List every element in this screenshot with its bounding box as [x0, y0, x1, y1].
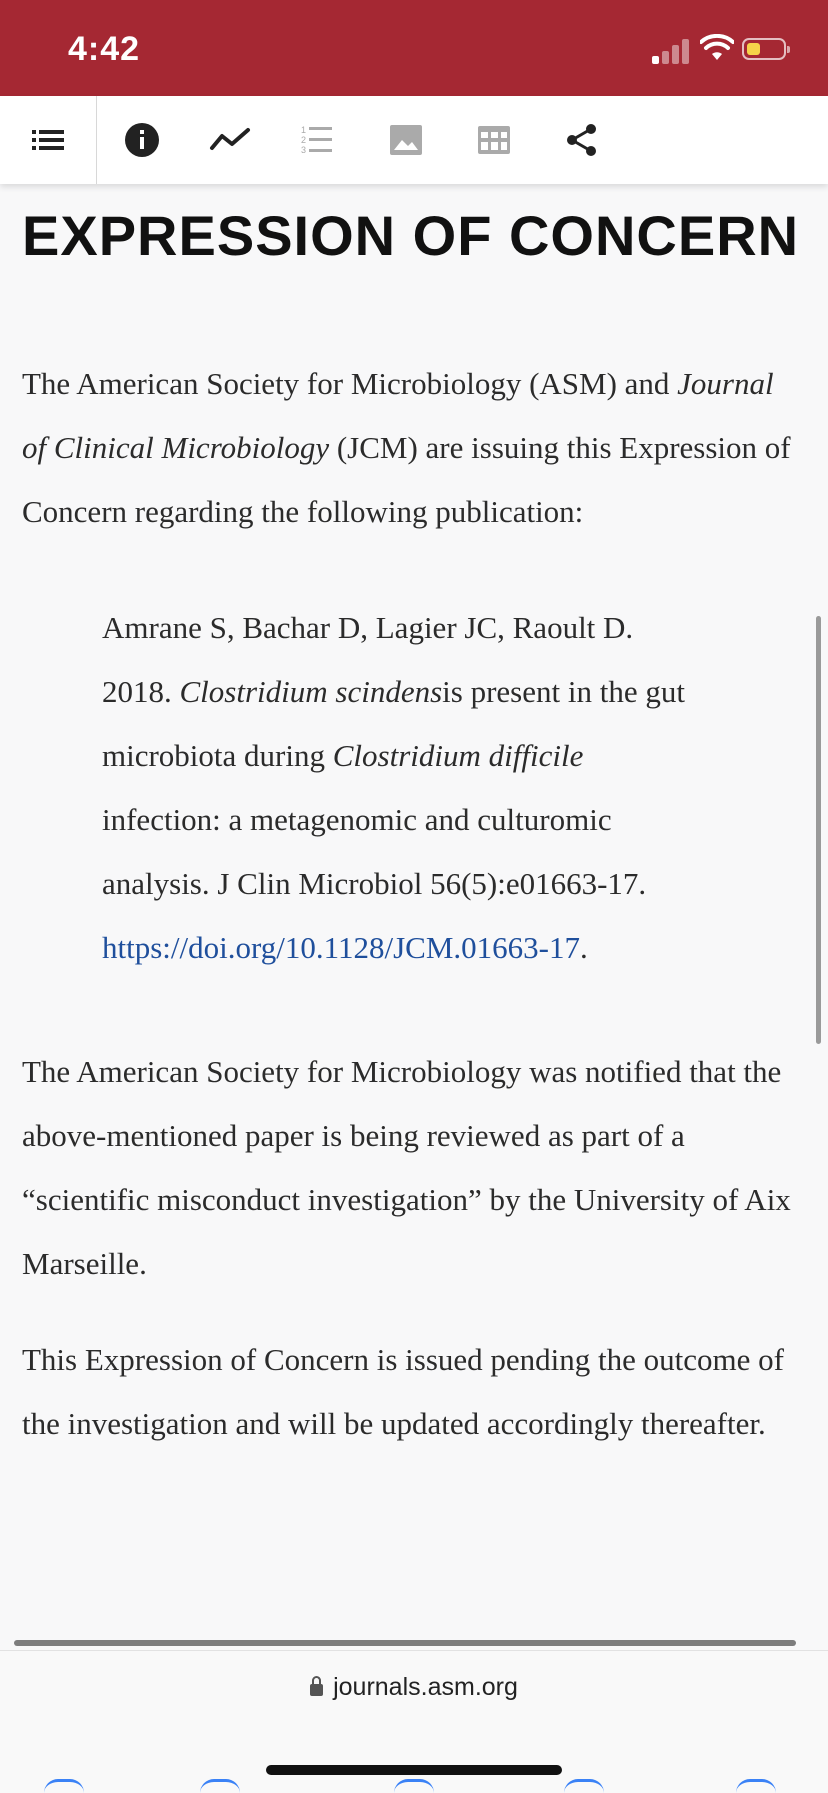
url-text: journals.asm.org	[333, 1673, 518, 1701]
citation-authors: Amrane S, Bachar D, Lagier JC, Raoult D. 2018.	[102, 610, 634, 709]
info-icon[interactable]	[118, 116, 166, 164]
share-button-icon[interactable]	[394, 1779, 434, 1793]
cellular-signal-icon	[652, 36, 692, 64]
doi-link[interactable]: https://doi.org/10.1128/JCM.01663-17	[102, 930, 580, 965]
pending-paragraph: This Expression of Concern is issued pending the outcome of the investigation and will be updated accordingly thereafter.	[22, 1342, 784, 1441]
back-button-icon[interactable]	[44, 1779, 84, 1793]
citation-block	[102, 596, 702, 980]
forward-button-icon[interactable]	[200, 1779, 240, 1793]
wifi-icon	[700, 34, 734, 62]
svg-text:3: 3	[301, 145, 307, 155]
status-time: 4:42	[68, 30, 141, 68]
citation-mid: is present in the gut microbiota during	[102, 674, 685, 773]
article-toolbar	[0, 96, 828, 184]
battery-icon	[742, 38, 786, 60]
article-heading: EXPRESSION OF CONCERN	[22, 204, 800, 267]
intro-text-1: The American Society for Microbiology (ASM) and	[22, 366, 678, 401]
svg-text:1: 1	[301, 125, 307, 135]
notification-paragraph: The American Society for Microbiology was notified that the above-mentioned paper is being reviewed as part of a “scientific misconduct investigation” by the University of Aix Marseille.	[22, 1054, 791, 1281]
horizontal-scrollbar[interactable]	[14, 1640, 796, 1646]
home-indicator	[266, 1765, 562, 1775]
trend-line-icon[interactable]	[206, 116, 254, 164]
image-icon[interactable]	[382, 116, 430, 164]
table-icon[interactable]	[470, 116, 518, 164]
bookmarks-button-icon[interactable]	[564, 1779, 604, 1793]
citation-species-2: Clostridium difficile	[332, 738, 584, 773]
toolbar-divider	[96, 96, 97, 184]
journal-name: Journal of Clinical Microbiology	[22, 366, 774, 465]
address-field[interactable]	[0, 1673, 828, 1702]
status-bar	[0, 0, 828, 96]
citation-end: .	[579, 930, 588, 965]
svg-text:2: 2	[301, 135, 307, 145]
intro-text-2: (JCM) are issuing this Expression of Concern regarding the following publication:	[22, 430, 791, 529]
lock-icon	[310, 1684, 323, 1696]
citation-species-1: Clostridium scindens	[179, 674, 443, 709]
citation-rest: infection: a metagenomic and culturomic analysis. J Clin Microbiol 56(5):e01663-17.	[102, 802, 647, 901]
numbered-list-icon[interactable]	[294, 116, 342, 164]
share-icon[interactable]	[558, 116, 606, 164]
list-icon[interactable]	[24, 116, 72, 164]
intro-paragraph	[22, 352, 792, 544]
vertical-scrollbar[interactable]	[816, 616, 821, 1044]
article-content	[0, 184, 828, 1646]
browser-url-bar	[0, 1650, 828, 1793]
tabs-button-icon[interactable]	[736, 1779, 776, 1793]
